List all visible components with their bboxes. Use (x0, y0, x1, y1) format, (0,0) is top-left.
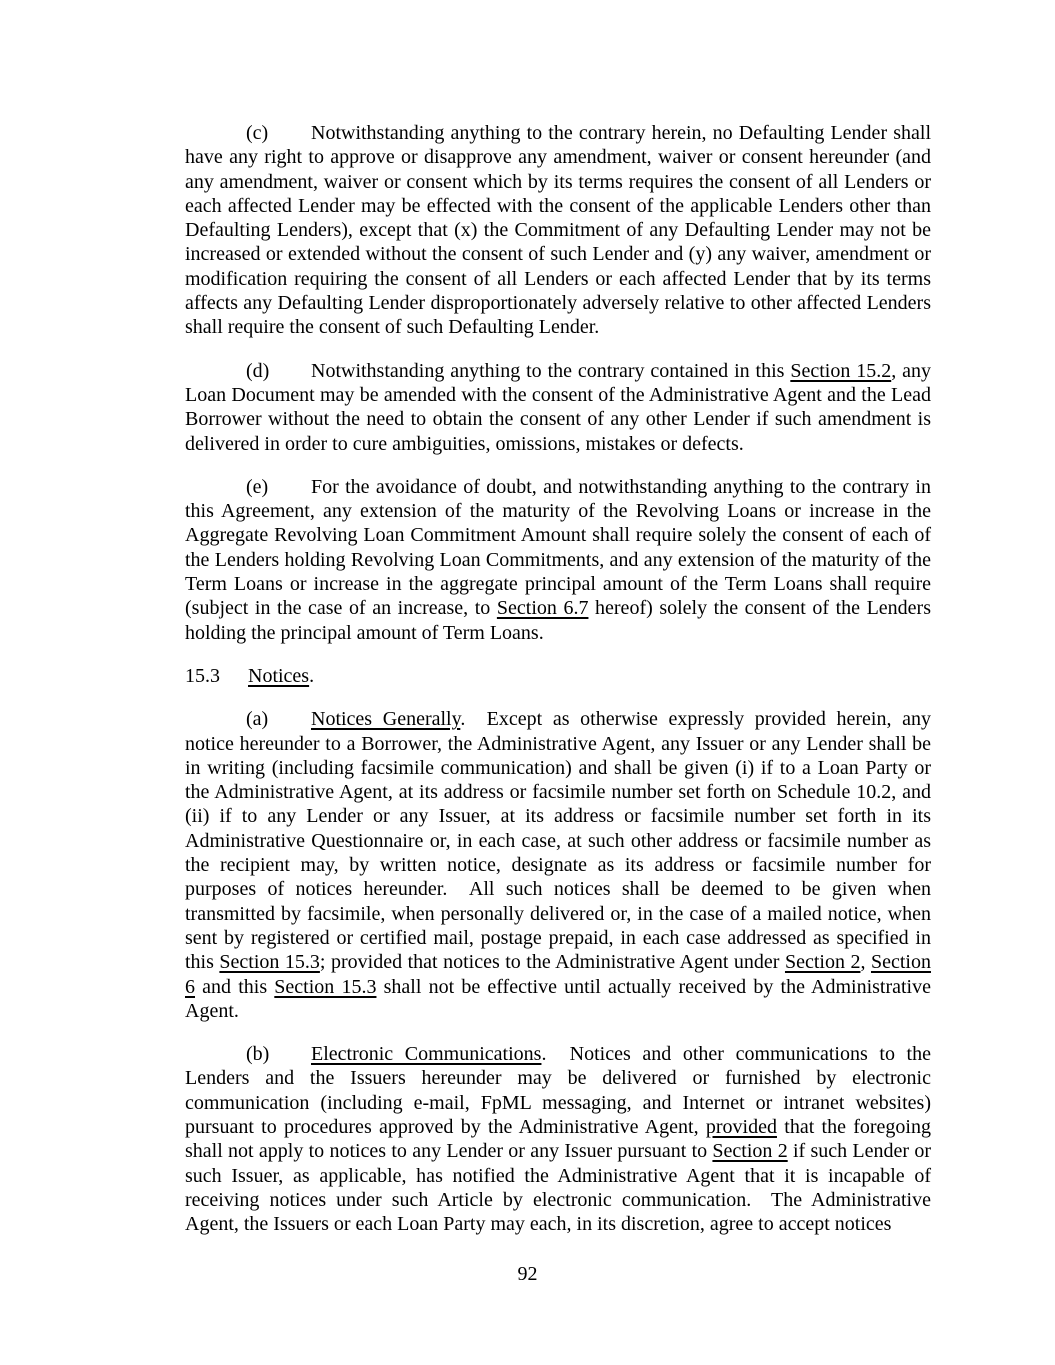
text-run: . (309, 664, 315, 687)
paragraph-label: (a) (246, 708, 269, 731)
underlined-text: Notices (248, 664, 310, 687)
paragraph-label: (e) (246, 475, 269, 498)
text-run: . Except as otherwise expressly provided herein, any notice hereunder to a Borrower, the Administrative Agent, any Issuer or any Lender shall be in writing (including facsimile communication) and shall be given (i) if to a Loan Party or the Administrative Agent, at its address or facsimile number set forth on Schedule 10.2, and (ii) if to any Lender or any Issuer, at its address or facsimile number set forth in its Administrative Questionnaire or, in each case, at such other address or facsimile number as the recipient may, by written notice, designate as its address or facsimile number for purposes of notices hereunder. All such notices shall be deemed to be given when transmitted by facsimile, when personally delivered or, in the case of a mailed notice, when sent by registered or certified mail, postage prepaid, in each case addressed as specified in this (185, 708, 931, 974)
paragraph-label: (c) (246, 122, 269, 144)
paragraph-b (185, 1042, 931, 1236)
text-run: For the avoidance of doubt, and notwithstanding anything to the contrary in this Agreement, any extension of the maturity of the Revolving Loans or increase in the Aggregate Revolving Loan Commitment Amount shall require solely the consent of each of the Lenders holding Revolving Loan Commitments, and any extension of the maturity of the Term Loans or increase in the aggregate principal amount of the Term Loans shall require (subject in the case of an increase, to (185, 475, 931, 620)
underlined-text: Section 15.3 (219, 951, 320, 974)
paragraph-e (185, 475, 931, 645)
underlined-text: provided (705, 1115, 777, 1138)
underlined-text: Section 15.3 (274, 975, 377, 998)
underlined-text: Electronic Communications (311, 1043, 542, 1066)
heading-15-3 (185, 664, 931, 688)
text-run: , (860, 951, 871, 974)
underlined-text: Section 2 (712, 1140, 788, 1163)
text-run: if such Lender or such Issuer, as applicable, has notified the Administrative Agent that it is incapable of receiving notices under such Article by electronic communication. The Administrative Agent, the Issuers or each Loan Party may each, in its discretion, agree to accept notices (185, 1140, 931, 1236)
underlined-text: Section 2 (784, 951, 861, 974)
underlined-text: Section 6 (185, 951, 931, 998)
text-run: , any Loan Document may be amended with the consent of the Administrative Agent and the Lead Borrower without the need to obtain the consent of any other Lender if such amendment is delivered in order to cure ambiguities, omissions, mistakes or defects. (185, 359, 931, 455)
paragraph-label: (d) (246, 359, 270, 382)
paragraph-label: (b) (246, 1043, 270, 1066)
text-run: ; provided that notices to the Administrative Agent under (319, 951, 785, 974)
document-body (185, 121, 931, 1255)
text-run: hereof) solely the consent of the Lenders holding the principal amount of Term Loans. (185, 597, 931, 644)
paragraph-d (185, 359, 931, 456)
text-run: shall not be effective until actually received by the Administrative Agent. (185, 975, 931, 1022)
underlined-text: Notices Generally (311, 708, 461, 731)
underlined-text: Section 6.7 (496, 597, 589, 620)
text-run: that the foregoing shall not apply to notices to any Lender or any Issuer pursuant to (185, 1115, 931, 1163)
text-run: Notwithstanding anything to the contrary herein, no Defaulting Lender shall have any right to approve or disapprove any amendment, waiver or consent hereunder (and any amendment, waiver or consent which by its terms requires the consent of all Lenders or each affected Lender may be effected with the consent of the applicable Lenders other than Defaulting Lenders), except that (x) the Commitment of any Defaulting Lender may not be increased or extended without the consent of such Lender and (y) any waiver, amendment or modification requiring the consent of all Lenders or each affected Lender that by its terms affects any Defaulting Lender disproportionately adversely relative to other affected Lenders shall require the consent of such Defaulting Lender. (185, 122, 931, 339)
text-run: . Notices and other communications to the Lenders and the Issuers hereunder may be delivered or furnished by electronic communication (including e-mail, FpML messaging, and Internet or intranet websites) pursuant to procedures approved by the Administrative Agent, (185, 1043, 931, 1138)
text-run: and this (195, 975, 275, 998)
underlined-text: Section 15.2 (790, 359, 892, 382)
text-run: Notwithstanding anything to the contrary contained in this (311, 359, 791, 382)
page-number: 92 (517, 1263, 538, 1285)
section-number: 15.3 (185, 664, 220, 687)
paragraph-c (185, 121, 931, 340)
paragraph-a (185, 707, 931, 1023)
